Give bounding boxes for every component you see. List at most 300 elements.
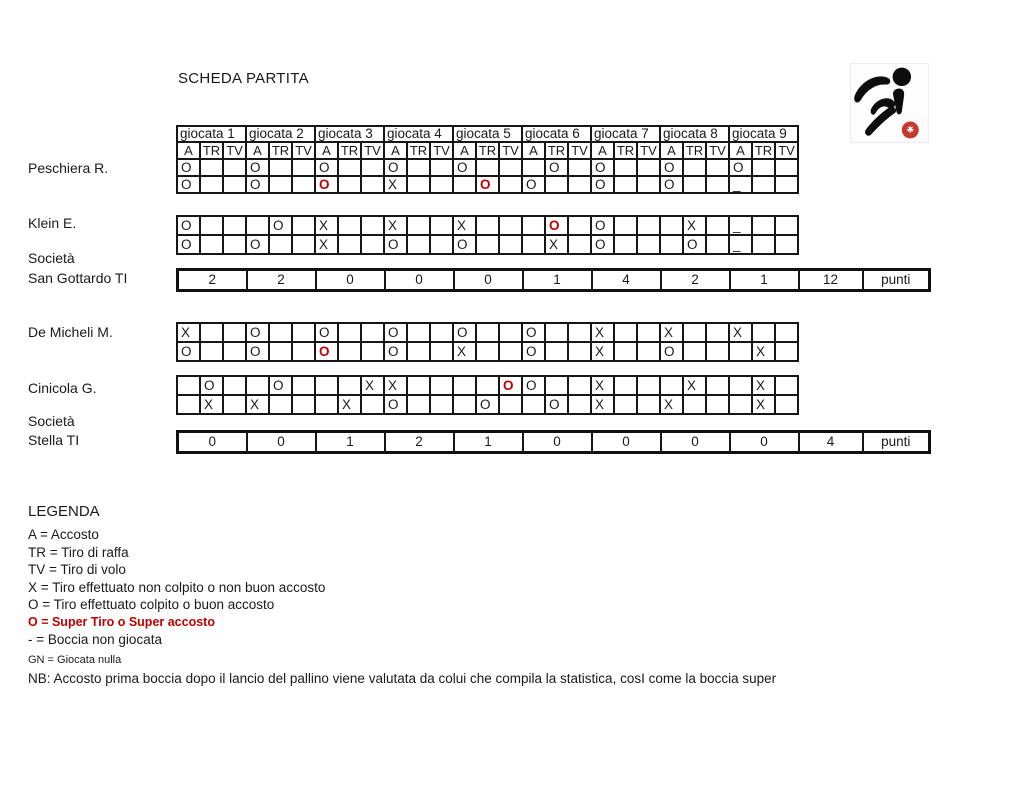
mark-cell: O: [177, 176, 200, 193]
mark-cell: [361, 216, 384, 235]
mark-cell: [683, 159, 706, 176]
mark-cell: [361, 159, 384, 176]
legend-line: GN = Giocata nulla: [28, 653, 122, 666]
player3-grid: [176, 322, 799, 362]
mark-cell: [453, 395, 476, 414]
mark-cell: O: [384, 235, 407, 254]
legend-line: TV = Tiro di volo: [28, 562, 126, 577]
mark-cell: X: [752, 395, 775, 414]
points-cell: 2: [178, 270, 247, 291]
mark-cell: X: [591, 342, 614, 361]
mark-cell: [292, 395, 315, 414]
mark-cell: O: [246, 176, 269, 193]
mark-cell: O: [246, 159, 269, 176]
mark-cell: [361, 323, 384, 342]
points-total-cell: 12: [799, 270, 863, 291]
mark-cell: [361, 176, 384, 193]
points-cell: 0: [592, 432, 661, 453]
mark-cell: [637, 395, 660, 414]
mark-cell: [568, 216, 591, 235]
mark-cell: [706, 235, 729, 254]
points-table: [176, 268, 931, 292]
points-cell: 1: [523, 270, 592, 291]
mark-cell: X: [315, 216, 338, 235]
subcol-header-cell: A: [591, 142, 614, 159]
mark-cell: [568, 176, 591, 193]
mark-cell: [729, 342, 752, 361]
mark-cell: [683, 395, 706, 414]
mark-cell: [223, 235, 246, 254]
giocata-header-cell: giocata 4: [384, 126, 453, 142]
mark-cell: X: [384, 216, 407, 235]
mark-cell: [476, 216, 499, 235]
mark-cell: O: [522, 342, 545, 361]
points-table: [176, 430, 931, 454]
mark-cell: [568, 395, 591, 414]
mark-cell: O: [246, 342, 269, 361]
mark-cell: [683, 342, 706, 361]
player-name-label: Klein E.: [28, 215, 77, 231]
mark-cell: O: [315, 176, 338, 193]
mark-cell: [200, 216, 223, 235]
legend-line: - = Boccia non giocata: [28, 632, 162, 647]
giocata-header-cell: giocata 1: [177, 126, 246, 142]
mark-grid-table: [176, 375, 799, 415]
mark-cell: [292, 323, 315, 342]
subcol-header-cell: TR: [614, 142, 637, 159]
mark-cell: X: [361, 376, 384, 395]
legend-lines: [28, 526, 948, 688]
mark-cell: [476, 376, 499, 395]
subcol-header-cell: TV: [223, 142, 246, 159]
mark-cell: [430, 159, 453, 176]
mark-cell: O: [660, 342, 683, 361]
mark-cell: O: [453, 235, 476, 254]
mark-cell: [269, 235, 292, 254]
mark-cell: [545, 323, 568, 342]
mark-cell: [660, 235, 683, 254]
mark-cell: [775, 376, 798, 395]
mark-cell: [223, 342, 246, 361]
mark-cell: X: [683, 216, 706, 235]
page-title: SCHEDA PARTITA: [178, 70, 309, 87]
mark-cell: [706, 159, 729, 176]
mark-cell: [706, 216, 729, 235]
mark-cell: [706, 342, 729, 361]
legend-line: TR = Tiro di raffa: [28, 544, 129, 560]
points-total-cell: 4: [799, 432, 863, 453]
mark-cell: [338, 235, 361, 254]
giocata-header-cell: giocata 6: [522, 126, 591, 142]
giocata-header-cell: giocata 5: [453, 126, 522, 142]
mark-cell: [361, 342, 384, 361]
mark-cell: [430, 216, 453, 235]
mark-cell: X: [660, 395, 683, 414]
mark-cell: [499, 176, 522, 193]
mark-cell: O: [660, 159, 683, 176]
mark-cell: O: [522, 323, 545, 342]
mark-cell: [683, 176, 706, 193]
giocata-header-cell: giocata 8: [660, 126, 729, 142]
mark-cell: [752, 159, 775, 176]
mark-cell: [200, 159, 223, 176]
mark-cell: [614, 342, 637, 361]
legend: [28, 503, 948, 688]
mark-cell: O: [729, 159, 752, 176]
mark-cell: [407, 323, 430, 342]
mark-cell: [775, 216, 798, 235]
mark-cell: [614, 176, 637, 193]
legend-line: O = Super Tiro o Super accosto: [28, 614, 215, 629]
mark-cell: O: [315, 159, 338, 176]
mark-cell: [775, 235, 798, 254]
mark-cell: O: [591, 176, 614, 193]
team1-points-row: [176, 268, 931, 292]
points-cell: 4: [592, 270, 661, 291]
mark-cell: [269, 176, 292, 193]
mark-cell: [660, 216, 683, 235]
mark-cell: [269, 323, 292, 342]
mark-cell: [338, 159, 361, 176]
mark-cell: [476, 342, 499, 361]
societa-label: Società: [28, 413, 75, 429]
mark-cell: O: [660, 176, 683, 193]
points-cell: 1: [316, 432, 385, 453]
giocata-header-cell: giocata 2: [246, 126, 315, 142]
mark-cell: [200, 235, 223, 254]
mark-cell: [407, 342, 430, 361]
mark-cell: _: [729, 176, 752, 193]
mark-cell: [614, 323, 637, 342]
mark-cell: [683, 323, 706, 342]
mark-cell: X: [660, 323, 683, 342]
points-cell: 1: [454, 432, 523, 453]
mark-cell: [637, 216, 660, 235]
mark-cell: [407, 176, 430, 193]
mark-cell: [361, 395, 384, 414]
mark-cell: [200, 342, 223, 361]
mark-grid-table: [176, 322, 799, 362]
subcol-header-cell: TV: [775, 142, 798, 159]
subcol-header-cell: TR: [407, 142, 430, 159]
mark-cell: [476, 235, 499, 254]
subcol-header-cell: TV: [568, 142, 591, 159]
mark-cell: [660, 376, 683, 395]
mark-cell: [453, 376, 476, 395]
mark-cell: [637, 159, 660, 176]
mark-cell: [706, 323, 729, 342]
subcol-header-cell: TV: [292, 142, 315, 159]
mark-cell: [407, 159, 430, 176]
mark-cell: O: [315, 323, 338, 342]
mark-cell: O: [522, 376, 545, 395]
legend-line: NB: Accosto prima boccia dopo il lancio del pallino viene valutata da colui che compila la statistica, cosI come la boccia super: [28, 670, 777, 686]
mark-cell: _: [729, 216, 752, 235]
mark-cell: O: [177, 216, 200, 235]
mark-cell: O: [177, 159, 200, 176]
points-cell: 2: [247, 270, 316, 291]
mark-cell: [752, 216, 775, 235]
mark-cell: [706, 395, 729, 414]
mark-cell: [545, 342, 568, 361]
mark-cell: [177, 376, 200, 395]
mark-cell: X: [453, 342, 476, 361]
points-cell: 0: [247, 432, 316, 453]
legend-title: LEGENDA: [28, 503, 100, 520]
mark-cell: [775, 395, 798, 414]
mark-cell: [499, 235, 522, 254]
mark-cell: X: [338, 395, 361, 414]
mark-cell: [706, 176, 729, 193]
subcol-header-cell: A: [246, 142, 269, 159]
mark-cell: O: [384, 323, 407, 342]
mark-cell: [430, 323, 453, 342]
subcol-header-cell: TV: [430, 142, 453, 159]
mark-cell: X: [246, 395, 269, 414]
mark-cell: [223, 395, 246, 414]
mark-cell: [338, 323, 361, 342]
team-name: Stella TI: [28, 432, 80, 448]
mark-cell: X: [200, 395, 223, 414]
mark-cell: O: [384, 342, 407, 361]
mark-cell: [430, 176, 453, 193]
points-cell: 2: [385, 432, 454, 453]
mark-cell: [499, 395, 522, 414]
mark-cell: O: [246, 323, 269, 342]
mark-cell: [407, 216, 430, 235]
mark-cell: [775, 176, 798, 193]
mark-cell: [476, 159, 499, 176]
mark-cell: [568, 342, 591, 361]
mark-cell: O: [476, 395, 499, 414]
mark-cell: [614, 235, 637, 254]
legend-line: O = Tiro effettuato colpito o buon accosto: [28, 597, 275, 612]
subcol-header-cell: A: [453, 142, 476, 159]
mark-cell: X: [384, 176, 407, 193]
mark-cell: [729, 376, 752, 395]
player-leg: [865, 107, 896, 136]
mark-cell: [200, 323, 223, 342]
mark-cell: [522, 159, 545, 176]
mark-cell: [361, 235, 384, 254]
subcol-header-cell: TV: [706, 142, 729, 159]
mark-cell: X: [591, 376, 614, 395]
mark-cell: X: [384, 376, 407, 395]
subcol-header-cell: TR: [338, 142, 361, 159]
subcol-header-cell: A: [177, 142, 200, 159]
mark-cell: [292, 216, 315, 235]
mark-cell: [315, 395, 338, 414]
mark-cell: [775, 342, 798, 361]
mark-cell: O: [683, 235, 706, 254]
mark-cell: [430, 376, 453, 395]
legend-line: A = Accosto: [28, 527, 99, 542]
mark-cell: X: [453, 216, 476, 235]
mark-cell: O: [453, 323, 476, 342]
mark-cell: [568, 323, 591, 342]
mark-cell: X: [177, 323, 200, 342]
mark-cell: [269, 159, 292, 176]
mark-cell: [614, 159, 637, 176]
mark-cell: X: [591, 323, 614, 342]
mark-cell: [246, 376, 269, 395]
mark-cell: X: [729, 323, 752, 342]
mark-cell: [522, 395, 545, 414]
subcol-header-cell: TR: [476, 142, 499, 159]
mark-cell: [200, 176, 223, 193]
punti-label-cell: punti: [863, 270, 930, 291]
mark-cell: O: [591, 216, 614, 235]
mark-cell: [223, 323, 246, 342]
mark-cell: [637, 342, 660, 361]
mark-cell: [568, 235, 591, 254]
points-cell: 0: [523, 432, 592, 453]
mark-cell: [407, 235, 430, 254]
mark-cell: O: [522, 176, 545, 193]
mark-cell: [338, 376, 361, 395]
mark-grid-table: [176, 125, 799, 194]
mark-cell: O: [499, 376, 522, 395]
subcol-header-cell: TR: [683, 142, 706, 159]
mark-cell: [637, 376, 660, 395]
mark-cell: [338, 342, 361, 361]
points-cell: 1: [730, 270, 799, 291]
mark-cell: O: [384, 395, 407, 414]
player1-grid-with-header: [176, 125, 799, 194]
subcol-header-cell: A: [384, 142, 407, 159]
player2-grid: [176, 215, 799, 255]
mark-cell: _: [729, 235, 752, 254]
mark-cell: [522, 216, 545, 235]
points-cell: 0: [178, 432, 247, 453]
mark-cell: X: [752, 342, 775, 361]
mark-cell: [292, 176, 315, 193]
mark-cell: O: [545, 395, 568, 414]
mark-cell: O: [545, 159, 568, 176]
subcol-header-cell: A: [522, 142, 545, 159]
mark-cell: [499, 342, 522, 361]
bocce-player-logo: [850, 63, 929, 143]
player-name-label: Peschiera R.: [28, 160, 109, 176]
mark-cell: [430, 342, 453, 361]
legend-line: X = Tiro effettuato non colpito o non buon accosto: [28, 579, 326, 595]
mark-cell: [614, 216, 637, 235]
mark-cell: O: [476, 176, 499, 193]
mark-cell: [522, 235, 545, 254]
mark-cell: O: [177, 235, 200, 254]
mark-cell: [637, 176, 660, 193]
player-name-label: De Micheli M.: [28, 324, 113, 340]
team2-points-row: [176, 430, 931, 454]
bocce-player-icon: [851, 64, 928, 142]
mark-cell: [292, 376, 315, 395]
subcol-header-cell: TR: [200, 142, 223, 159]
mark-cell: O: [545, 216, 568, 235]
mark-cell: [292, 342, 315, 361]
mark-cell: [407, 376, 430, 395]
mark-cell: [453, 176, 476, 193]
mark-cell: [338, 216, 361, 235]
mark-cell: O: [269, 376, 292, 395]
mark-cell: [269, 342, 292, 361]
mark-cell: [430, 235, 453, 254]
mark-cell: [752, 176, 775, 193]
mark-cell: O: [591, 159, 614, 176]
mark-grid-table: [176, 215, 799, 255]
mark-cell: [292, 235, 315, 254]
mark-cell: [338, 176, 361, 193]
giocata-header-cell: giocata 7: [591, 126, 660, 142]
points-cell: 0: [385, 270, 454, 291]
mark-cell: [568, 159, 591, 176]
mark-cell: [223, 216, 246, 235]
mark-cell: [269, 395, 292, 414]
mark-cell: O: [269, 216, 292, 235]
team-name: San Gottardo TI: [28, 270, 128, 286]
subcol-header-cell: TR: [752, 142, 775, 159]
mark-cell: [775, 323, 798, 342]
mark-cell: [637, 323, 660, 342]
mark-cell: O: [200, 376, 223, 395]
mark-cell: O: [246, 235, 269, 254]
mark-cell: [177, 395, 200, 414]
mark-cell: [223, 176, 246, 193]
mark-cell: [729, 395, 752, 414]
points-cell: 0: [661, 432, 730, 453]
points-cell: 0: [454, 270, 523, 291]
mark-cell: [223, 159, 246, 176]
mark-cell: X: [591, 395, 614, 414]
mark-cell: [545, 176, 568, 193]
subcol-header-cell: TV: [637, 142, 660, 159]
player-name-label: Cinicola G.: [28, 380, 97, 396]
player-head: [893, 68, 911, 86]
punti-label-cell: punti: [863, 432, 930, 453]
mark-cell: [614, 376, 637, 395]
mark-cell: [752, 235, 775, 254]
points-cell: 0: [730, 432, 799, 453]
mark-cell: [614, 395, 637, 414]
mark-cell: [407, 395, 430, 414]
subcol-header-cell: A: [315, 142, 338, 159]
mark-cell: [637, 235, 660, 254]
mark-cell: [223, 376, 246, 395]
subcol-header-cell: TV: [361, 142, 384, 159]
mark-cell: [499, 159, 522, 176]
mark-cell: O: [591, 235, 614, 254]
mark-cell: [499, 323, 522, 342]
mark-cell: [315, 376, 338, 395]
mark-cell: [292, 159, 315, 176]
mark-cell: O: [384, 159, 407, 176]
mark-cell: [246, 216, 269, 235]
mark-cell: O: [177, 342, 200, 361]
points-cell: 2: [661, 270, 730, 291]
points-cell: 0: [316, 270, 385, 291]
giocata-header-cell: giocata 3: [315, 126, 384, 142]
mark-cell: [752, 323, 775, 342]
mark-cell: [545, 376, 568, 395]
subcol-header-cell: A: [660, 142, 683, 159]
player4-grid: [176, 375, 799, 415]
mark-cell: [568, 376, 591, 395]
mark-cell: [476, 323, 499, 342]
mark-cell: [706, 376, 729, 395]
giocata-header-cell: giocata 9: [729, 126, 798, 142]
mark-cell: X: [683, 376, 706, 395]
subcol-header-cell: TV: [499, 142, 522, 159]
mark-cell: X: [752, 376, 775, 395]
